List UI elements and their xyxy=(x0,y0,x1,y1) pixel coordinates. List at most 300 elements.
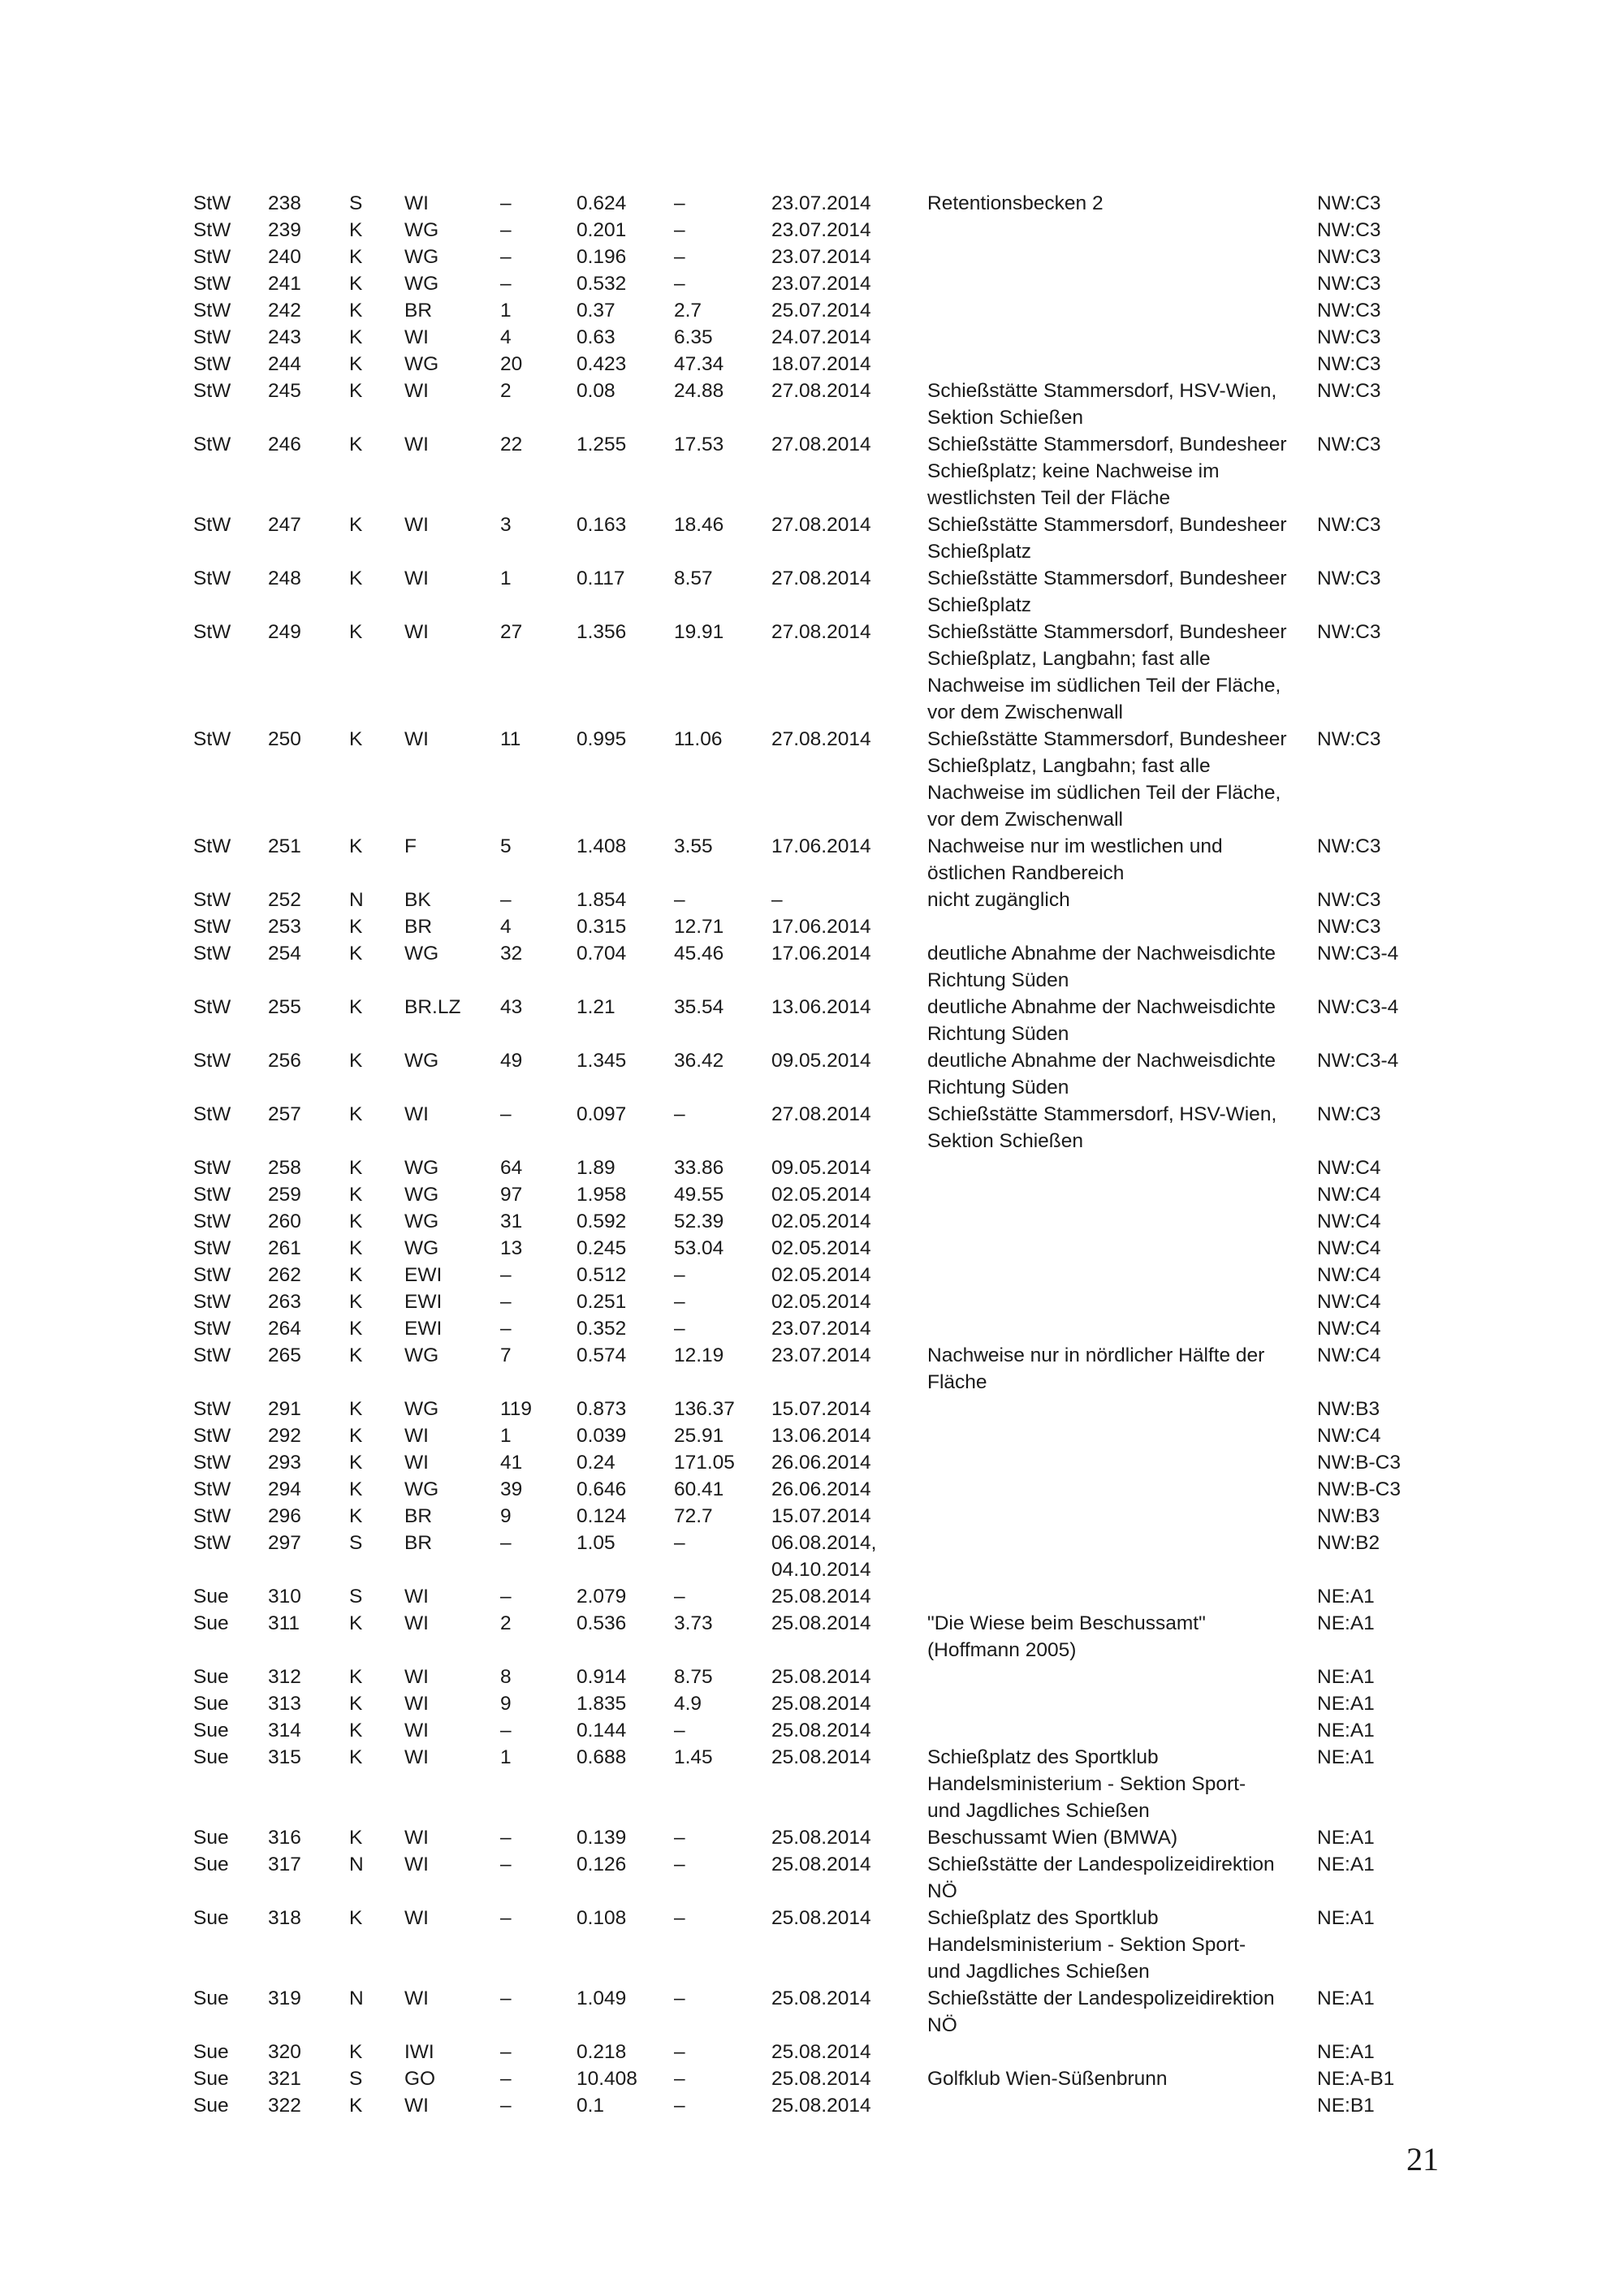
survey-table-body xyxy=(193,190,1423,2119)
date-line: 26.06.2014 xyxy=(771,1452,871,1474)
cell-date xyxy=(771,190,927,217)
note-line: und Jagdliches Schießen xyxy=(927,1961,1150,1983)
cell-count: – xyxy=(500,1264,512,1286)
cell-grid-quadrant: NW:C4 xyxy=(1317,1237,1381,1259)
cell-type: K xyxy=(349,273,363,295)
cell-grid-quadrant: NE:A1 xyxy=(1317,2041,1375,2063)
cell-count: 97 xyxy=(500,1184,523,1206)
table-row xyxy=(193,1208,1423,1235)
cell-gebiet: StW xyxy=(193,1425,231,1447)
cell-area: 1.345 xyxy=(577,1050,627,1072)
table-row xyxy=(193,1690,1423,1717)
cell-note xyxy=(927,1476,1317,1503)
cell-area: 0.218 xyxy=(577,2041,627,2063)
note-line: Schießstätte der Landespolizeidirektion xyxy=(927,1854,1275,1875)
cell-density: – xyxy=(674,1854,685,1875)
cell-number: 316 xyxy=(268,1827,301,1849)
cell-gebiet: StW xyxy=(193,1291,231,1313)
cell-note xyxy=(927,2039,1317,2065)
table-row xyxy=(193,913,1423,940)
cell-habitat: BR xyxy=(404,300,433,322)
cell-type: K xyxy=(349,1693,363,1715)
cell-note xyxy=(927,1583,1317,1610)
cell-density: – xyxy=(674,889,685,911)
table-row xyxy=(193,1503,1423,1530)
date-line: 13.06.2014 xyxy=(771,996,871,1018)
cell-note xyxy=(927,1744,1317,1824)
cell-grid-quadrant: NW:C3 xyxy=(1317,916,1381,938)
note-line: Schießplatz, Langbahn; fast alle xyxy=(927,648,1211,670)
cell-type: K xyxy=(349,353,363,375)
cell-date xyxy=(771,511,927,565)
cell-habitat: WI xyxy=(404,568,429,589)
cell-note xyxy=(927,378,1317,431)
date-line: 23.07.2014 xyxy=(771,219,871,241)
cell-date xyxy=(771,1396,927,1422)
cell-grid-quadrant: NE:A1 xyxy=(1317,1987,1375,2009)
cell-habitat: WI xyxy=(404,1854,429,1875)
cell-date xyxy=(771,378,927,431)
table-row xyxy=(193,833,1423,887)
cell-gebiet: StW xyxy=(193,1264,231,1286)
cell-area: 0.536 xyxy=(577,1612,627,1634)
cell-number: 249 xyxy=(268,621,301,643)
cell-density: – xyxy=(674,1103,685,1125)
date-line: 23.07.2014 xyxy=(771,192,871,214)
cell-type: K xyxy=(349,1211,363,1232)
cell-grid-quadrant: NW:C4 xyxy=(1317,1184,1381,1206)
cell-area: 0.097 xyxy=(577,1103,627,1125)
note-line: Schießplatz xyxy=(927,541,1032,563)
cell-number: 245 xyxy=(268,380,301,402)
cell-count: – xyxy=(500,1291,512,1313)
cell-density: 171.05 xyxy=(674,1452,735,1474)
cell-grid-quadrant: NW:C4 xyxy=(1317,1264,1381,1286)
cell-gebiet: StW xyxy=(193,1184,231,1206)
cell-count: 13 xyxy=(500,1237,523,1259)
cell-count: – xyxy=(500,1827,512,1849)
cell-date xyxy=(771,217,927,244)
cell-date xyxy=(771,1664,927,1690)
note-line: Schießstätte Stammersdorf, Bundesheer xyxy=(927,728,1287,750)
cell-type: K xyxy=(349,996,363,1018)
cell-number: 291 xyxy=(268,1398,301,1420)
cell-gebiet: Sue xyxy=(193,2041,229,2063)
date-line: 25.08.2014 xyxy=(771,1586,871,1608)
cell-density: 52.39 xyxy=(674,1211,724,1232)
cell-area: 1.408 xyxy=(577,835,627,857)
cell-count: 2 xyxy=(500,380,512,402)
cell-grid-quadrant: NW:C4 xyxy=(1317,1211,1381,1232)
cell-grid-quadrant: NW:C3 xyxy=(1317,434,1381,455)
cell-gebiet: StW xyxy=(193,835,231,857)
cell-area: 1.835 xyxy=(577,1693,627,1715)
cell-density: – xyxy=(674,1827,685,1849)
date-line: 27.08.2014 xyxy=(771,728,871,750)
cell-count: – xyxy=(500,1907,512,1929)
cell-note xyxy=(927,244,1317,270)
date-line: 02.05.2014 xyxy=(771,1291,871,1313)
cell-density: 12.19 xyxy=(674,1344,724,1366)
cell-gebiet: StW xyxy=(193,192,231,214)
cell-density: 49.55 xyxy=(674,1184,724,1206)
cell-density: 6.35 xyxy=(674,326,713,348)
cell-habitat: WI xyxy=(404,728,429,750)
note-line: Schießstätte Stammersdorf, HSV-Wien, xyxy=(927,380,1277,402)
cell-gebiet: Sue xyxy=(193,1746,229,1768)
cell-count: – xyxy=(500,273,512,295)
cell-number: 240 xyxy=(268,246,301,268)
table-row xyxy=(193,940,1423,994)
cell-type: K xyxy=(349,300,363,322)
cell-area: 0.532 xyxy=(577,273,627,295)
note-line: NÖ xyxy=(927,1880,957,1902)
cell-habitat: WI xyxy=(404,1425,429,1447)
cell-date xyxy=(771,1342,927,1396)
cell-area: 1.854 xyxy=(577,889,627,911)
cell-type: K xyxy=(349,514,363,536)
cell-gebiet: StW xyxy=(193,246,231,268)
cell-date xyxy=(771,1315,927,1342)
note-line: vor dem Zwischenwall xyxy=(927,701,1123,723)
date-line: 13.06.2014 xyxy=(771,1425,871,1447)
date-line: 09.05.2014 xyxy=(771,1157,871,1179)
date-line: 09.05.2014 xyxy=(771,1050,871,1072)
cell-count: 27 xyxy=(500,621,523,643)
cell-habitat: WI xyxy=(404,192,429,214)
cell-density: 47.34 xyxy=(674,353,724,375)
cell-number: 248 xyxy=(268,568,301,589)
cell-gebiet: Sue xyxy=(193,1612,229,1634)
note-line: deutliche Abnahme der Nachweisdichte xyxy=(927,996,1276,1018)
cell-number: 238 xyxy=(268,192,301,214)
cell-gebiet: StW xyxy=(193,219,231,241)
cell-note xyxy=(927,565,1317,619)
cell-type: S xyxy=(349,2068,363,2090)
cell-type: K xyxy=(349,380,363,402)
cell-number: 293 xyxy=(268,1452,301,1474)
cell-gebiet: StW xyxy=(193,916,231,938)
table-row xyxy=(193,1610,1423,1664)
note-line: Schießstätte Stammersdorf, Bundesheer xyxy=(927,514,1287,536)
cell-count: 1 xyxy=(500,1746,512,1768)
cell-habitat: WI xyxy=(404,1103,429,1125)
cell-area: 0.24 xyxy=(577,1452,615,1474)
cell-count: – xyxy=(500,192,512,214)
cell-habitat: BR xyxy=(404,1532,433,1554)
cell-number: 256 xyxy=(268,1050,301,1072)
cell-density: 11.06 xyxy=(674,728,723,750)
cell-date xyxy=(771,1235,927,1262)
cell-type: K xyxy=(349,1264,363,1286)
cell-gebiet: StW xyxy=(193,1157,231,1179)
cell-note xyxy=(927,833,1317,887)
note-line: Richtung Süden xyxy=(927,1023,1069,1045)
cell-date xyxy=(771,726,927,833)
cell-area: 1.21 xyxy=(577,996,615,1018)
cell-number: 258 xyxy=(268,1157,301,1179)
cell-note xyxy=(927,1422,1317,1449)
cell-number: 255 xyxy=(268,996,301,1018)
cell-density: – xyxy=(674,2068,685,2090)
cell-area: 0.117 xyxy=(577,568,625,589)
cell-type: K xyxy=(349,1344,363,1366)
cell-gebiet: StW xyxy=(193,1344,231,1366)
cell-grid-quadrant: NW:C3-4 xyxy=(1317,1050,1399,1072)
cell-note xyxy=(927,1342,1317,1396)
cell-type: K xyxy=(349,621,363,643)
date-line: 17.06.2014 xyxy=(771,943,871,965)
cell-habitat: WI xyxy=(404,1907,429,1929)
cell-note xyxy=(927,511,1317,565)
cell-area: 1.049 xyxy=(577,1987,627,2009)
cell-grid-quadrant: NW:C3 xyxy=(1317,514,1381,536)
date-line: – xyxy=(771,889,783,911)
cell-area: 0.1 xyxy=(577,2095,605,2117)
cell-gebiet: StW xyxy=(193,943,231,965)
cell-grid-quadrant: NE:A-B1 xyxy=(1317,2068,1395,2090)
cell-date xyxy=(771,1101,927,1154)
cell-number: 261 xyxy=(268,1237,301,1259)
cell-grid-quadrant: NE:A1 xyxy=(1317,1746,1375,1768)
date-line: 15.07.2014 xyxy=(771,1505,871,1527)
cell-count: 11 xyxy=(500,728,521,750)
cell-grid-quadrant: NE:A1 xyxy=(1317,1854,1375,1875)
cell-count: 9 xyxy=(500,1693,512,1715)
cell-habitat: BR.LZ xyxy=(404,996,461,1018)
cell-grid-quadrant: NE:A1 xyxy=(1317,1827,1375,1849)
cell-note xyxy=(927,1208,1317,1235)
cell-density: – xyxy=(674,1987,685,2009)
note-line: Schießplatz des Sportklub xyxy=(927,1746,1159,1768)
cell-area: 0.196 xyxy=(577,246,627,268)
table-row xyxy=(193,2092,1423,2119)
cell-note xyxy=(927,190,1317,217)
table-row xyxy=(193,217,1423,244)
cell-date xyxy=(771,887,927,913)
cell-date xyxy=(771,244,927,270)
cell-number: 251 xyxy=(268,835,301,857)
page-number: 21 xyxy=(1406,2141,1439,2177)
cell-density: 33.86 xyxy=(674,1157,724,1179)
cell-date xyxy=(771,1851,927,1905)
date-line: 26.06.2014 xyxy=(771,1478,871,1500)
note-line: Schießstätte Stammersdorf, Bundesheer xyxy=(927,434,1287,455)
cell-gebiet: StW xyxy=(193,1532,231,1554)
table-row xyxy=(193,270,1423,297)
cell-number: 292 xyxy=(268,1425,301,1447)
cell-grid-quadrant: NW:C3 xyxy=(1317,300,1381,322)
cell-area: 0.245 xyxy=(577,1237,627,1259)
table-row xyxy=(193,1905,1423,1985)
cell-grid-quadrant: NW:C3 xyxy=(1317,353,1381,375)
note-line: Fläche xyxy=(927,1371,987,1393)
date-line: 23.07.2014 xyxy=(771,1318,871,1340)
cell-type: N xyxy=(349,1854,364,1875)
cell-number: 296 xyxy=(268,1505,301,1527)
note-line: Schießplatz des Sportklub xyxy=(927,1907,1159,1929)
cell-grid-quadrant: NE:A1 xyxy=(1317,1720,1375,1741)
cell-area: 0.315 xyxy=(577,916,627,938)
cell-type: K xyxy=(349,1184,363,1206)
cell-number: 259 xyxy=(268,1184,301,1206)
cell-gebiet: StW xyxy=(193,380,231,402)
cell-type: K xyxy=(349,835,363,857)
cell-note xyxy=(927,431,1317,511)
cell-date xyxy=(771,1717,927,1744)
cell-grid-quadrant: NW:B3 xyxy=(1317,1505,1380,1527)
table-row xyxy=(193,1315,1423,1342)
cell-gebiet: StW xyxy=(193,514,231,536)
cell-number: 247 xyxy=(268,514,301,536)
note-line: Richtung Süden xyxy=(927,1077,1069,1098)
note-line: Retentionsbecken 2 xyxy=(927,192,1104,214)
cell-gebiet: Sue xyxy=(193,1720,229,1741)
cell-habitat: IWI xyxy=(404,2041,434,2063)
cell-density: – xyxy=(674,192,685,214)
date-line: 18.07.2014 xyxy=(771,353,871,375)
cell-date xyxy=(771,940,927,994)
cell-date xyxy=(771,2092,927,2119)
cell-note xyxy=(927,1985,1317,2039)
cell-gebiet: StW xyxy=(193,300,231,322)
cell-gebiet: StW xyxy=(193,1211,231,1232)
table-row xyxy=(193,1235,1423,1262)
cell-area: 1.958 xyxy=(577,1184,627,1206)
cell-density: 45.46 xyxy=(674,943,724,965)
cell-grid-quadrant: NE:A1 xyxy=(1317,1586,1375,1608)
cell-habitat: WG xyxy=(404,1478,439,1500)
cell-count: – xyxy=(500,1586,512,1608)
cell-type: K xyxy=(349,1666,363,1688)
date-line: 25.08.2014 xyxy=(771,1987,871,2009)
cell-density: – xyxy=(674,1318,685,1340)
cell-date xyxy=(771,619,927,726)
cell-note xyxy=(927,1262,1317,1288)
table-row xyxy=(193,1449,1423,1476)
cell-habitat: WG xyxy=(404,273,439,295)
cell-note xyxy=(927,619,1317,726)
note-line: Handelsministerium - Sektion Sport- xyxy=(927,1773,1246,1795)
cell-date xyxy=(771,565,927,619)
cell-density: – xyxy=(674,2041,685,2063)
cell-count: 5 xyxy=(500,835,512,857)
cell-gebiet: Sue xyxy=(193,1586,229,1608)
note-line: vor dem Zwischenwall xyxy=(927,809,1123,831)
cell-density: 8.75 xyxy=(674,1666,713,1688)
cell-number: 264 xyxy=(268,1318,301,1340)
cell-grid-quadrant: NE:A1 xyxy=(1317,1666,1375,1688)
date-line: 02.05.2014 xyxy=(771,1237,871,1259)
table-row xyxy=(193,619,1423,726)
cell-grid-quadrant: NW:B3 xyxy=(1317,1398,1380,1420)
cell-count: – xyxy=(500,1532,512,1554)
cell-note xyxy=(927,1664,1317,1690)
table-row xyxy=(193,1101,1423,1154)
table-row xyxy=(193,887,1423,913)
cell-type: K xyxy=(349,943,363,965)
cell-type: K xyxy=(349,916,363,938)
date-line: 02.05.2014 xyxy=(771,1184,871,1206)
cell-number: 252 xyxy=(268,889,301,911)
cell-note xyxy=(927,1181,1317,1208)
cell-grid-quadrant: NW:C3 xyxy=(1317,246,1381,268)
note-line: Schießstätte Stammersdorf, HSV-Wien, xyxy=(927,1103,1277,1125)
cell-gebiet: StW xyxy=(193,1505,231,1527)
cell-area: 0.37 xyxy=(577,300,615,322)
table-row xyxy=(193,244,1423,270)
cell-note xyxy=(927,726,1317,833)
cell-gebiet: StW xyxy=(193,326,231,348)
cell-date xyxy=(771,1503,927,1530)
cell-number: 257 xyxy=(268,1103,301,1125)
cell-type: N xyxy=(349,1987,364,2009)
cell-density: 36.42 xyxy=(674,1050,724,1072)
note-line: westlichsten Teil der Fläche xyxy=(927,487,1171,509)
cell-grid-quadrant: NW:B-C3 xyxy=(1317,1478,1402,1500)
table-row xyxy=(193,431,1423,511)
cell-type: K xyxy=(349,1746,363,1768)
cell-gebiet: StW xyxy=(193,434,231,455)
cell-gebiet: StW xyxy=(193,1398,231,1420)
table-row xyxy=(193,1288,1423,1315)
cell-habitat: WG xyxy=(404,1398,439,1420)
cell-date xyxy=(771,297,927,324)
date-line: 25.08.2014 xyxy=(771,2041,871,2063)
cell-note xyxy=(927,913,1317,940)
cell-gebiet: StW xyxy=(193,1103,231,1125)
cell-grid-quadrant: NW:C3-4 xyxy=(1317,943,1399,965)
cell-area: 0.704 xyxy=(577,943,627,965)
cell-grid-quadrant: NW:C3 xyxy=(1317,728,1381,750)
note-line: Handelsministerium - Sektion Sport- xyxy=(927,1934,1246,1956)
cell-note xyxy=(927,994,1317,1047)
cell-number: 320 xyxy=(268,2041,301,2063)
cell-date xyxy=(771,1583,927,1610)
cell-number: 322 xyxy=(268,2095,301,2117)
cell-date xyxy=(771,324,927,351)
date-line: 25.08.2014 xyxy=(771,2068,871,2090)
cell-grid-quadrant: NW:B2 xyxy=(1317,1532,1380,1554)
cell-number: 297 xyxy=(268,1532,301,1554)
cell-density: 136.37 xyxy=(674,1398,735,1420)
cell-count: – xyxy=(500,1103,512,1125)
table-row xyxy=(193,324,1423,351)
cell-type: K xyxy=(349,1157,363,1179)
cell-number: 319 xyxy=(268,1987,301,2009)
cell-habitat: WG xyxy=(404,1211,439,1232)
table-row xyxy=(193,1047,1423,1101)
cell-density: 2.7 xyxy=(674,300,702,322)
note-line: deutliche Abnahme der Nachweisdichte xyxy=(927,1050,1276,1072)
cell-density: – xyxy=(674,219,685,241)
cell-gebiet: StW xyxy=(193,1237,231,1259)
cell-type: S xyxy=(349,1586,363,1608)
cell-date xyxy=(771,1422,927,1449)
cell-density: – xyxy=(674,246,685,268)
cell-gebiet: Sue xyxy=(193,1907,229,1929)
cell-count: 39 xyxy=(500,1478,523,1500)
cell-gebiet: Sue xyxy=(193,2095,229,2117)
cell-note xyxy=(927,1530,1317,1583)
cell-number: 311 xyxy=(268,1612,300,1634)
cell-note xyxy=(927,351,1317,378)
cell-habitat: WI xyxy=(404,1586,429,1608)
cell-type: K xyxy=(349,1907,363,1929)
cell-area: 0.126 xyxy=(577,1854,627,1875)
note-line: Nachweise im südlichen Teil der Fläche, xyxy=(927,675,1281,697)
cell-count: 8 xyxy=(500,1666,512,1688)
